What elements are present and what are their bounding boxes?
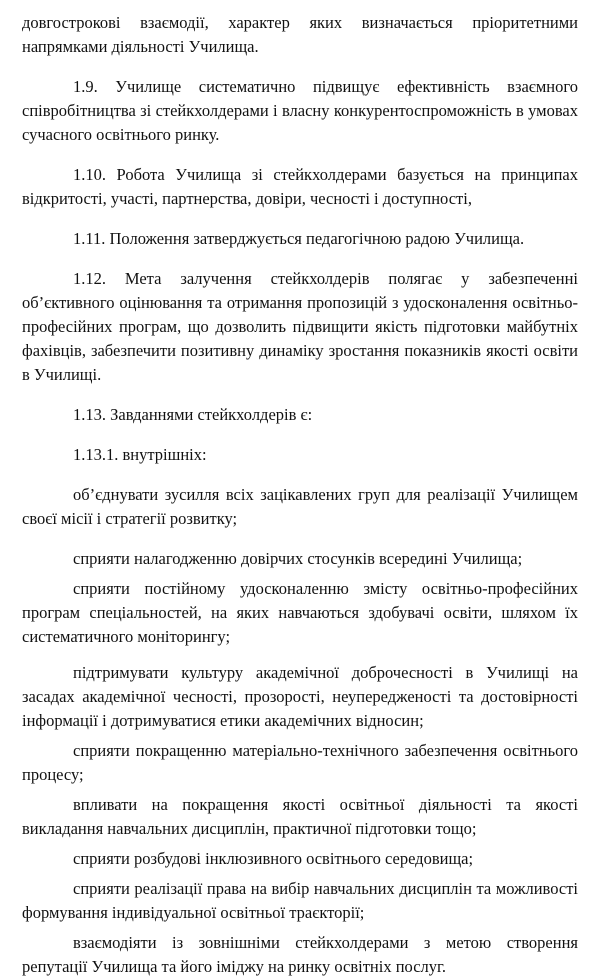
list-item-trust-relations: сприяти налагодженню довірчих стосунків всередині Училища; xyxy=(73,549,523,568)
list-item-choice-rights: сприяти реалізації права на вибір навчальних дисциплін та можливості формування індивідуальної освітньої траєкторії; xyxy=(22,879,578,922)
paragraph-1-13-1: 1.13.1. внутрішніх: xyxy=(73,445,207,464)
paragraph-continuation: довгострокові взаємодії, характер яких визначається пріоритетними напрямками діяльності Училища. xyxy=(22,13,578,56)
paragraph-1-11: 1.11. Положення затверджується педагогічною радою Училища. xyxy=(73,229,525,248)
list-item-teaching-quality: впливати на покращення якості освітньої діяльності та якості викладання навчальних дисциплін, практичної підготовки тощо; xyxy=(22,795,578,838)
paragraph-1-10: 1.10. Робота Училища зі стейкхолдерами базується на принципах відкритості, участі, партнерства, довіри, чесності і доступності, xyxy=(22,165,578,208)
list-item-program-improvement: сприяти постійному удосконаленню змісту освітньо-професійних програм спеціальностей, на яких навчаються здобувачі освіти, шляхом їх систематичного моніторингу; xyxy=(22,579,578,646)
list-item-academic-integrity: підтримувати культуру академічної доброчесності в Училищі на засадах академічної чесності, прозорості, неупередженості та достовірності інформації і дотримуватися етики академічних відносин; xyxy=(22,663,578,730)
paragraph-1-12: 1.12. Мета залучення стейкхолдерів полягає у забезпеченні об’єктивного оцінювання та отримання пропозицій з удосконалення освітньо-професійних програм, що дозволить підвищити якість підготовки майбутніх фахівців, забезпечити позитивну динаміку зростання показників якості освіти в Училищі. xyxy=(22,269,578,384)
paragraph-1-9: 1.9. Училище систематично підвищує ефективність взаємного співробітництва зі стейкхолдерами і власну конкурентоспроможність в умовах сучасного освітнього ринку. xyxy=(22,77,578,144)
list-item-unite-efforts: об’єднувати зусилля всіх зацікавлених груп для реалізації Училищем своєї місії і стратегії розвитку; xyxy=(22,485,578,528)
list-item-external-stakeholders: взаємодіяти із зовнішніми стейкхолдерами з метою створення репутації Училища та його іміджу на ринку освітніх послуг. xyxy=(22,933,578,976)
paragraph-1-13: 1.13. Завданнями стейкхолдерів є: xyxy=(73,405,313,424)
list-item-material-support: сприяти покращенню матеріально-технічного забезпечення освітнього процесу; xyxy=(22,741,578,784)
list-item-inclusive-environment: сприяти розбудові інклюзивного освітнього середовища; xyxy=(73,849,474,868)
